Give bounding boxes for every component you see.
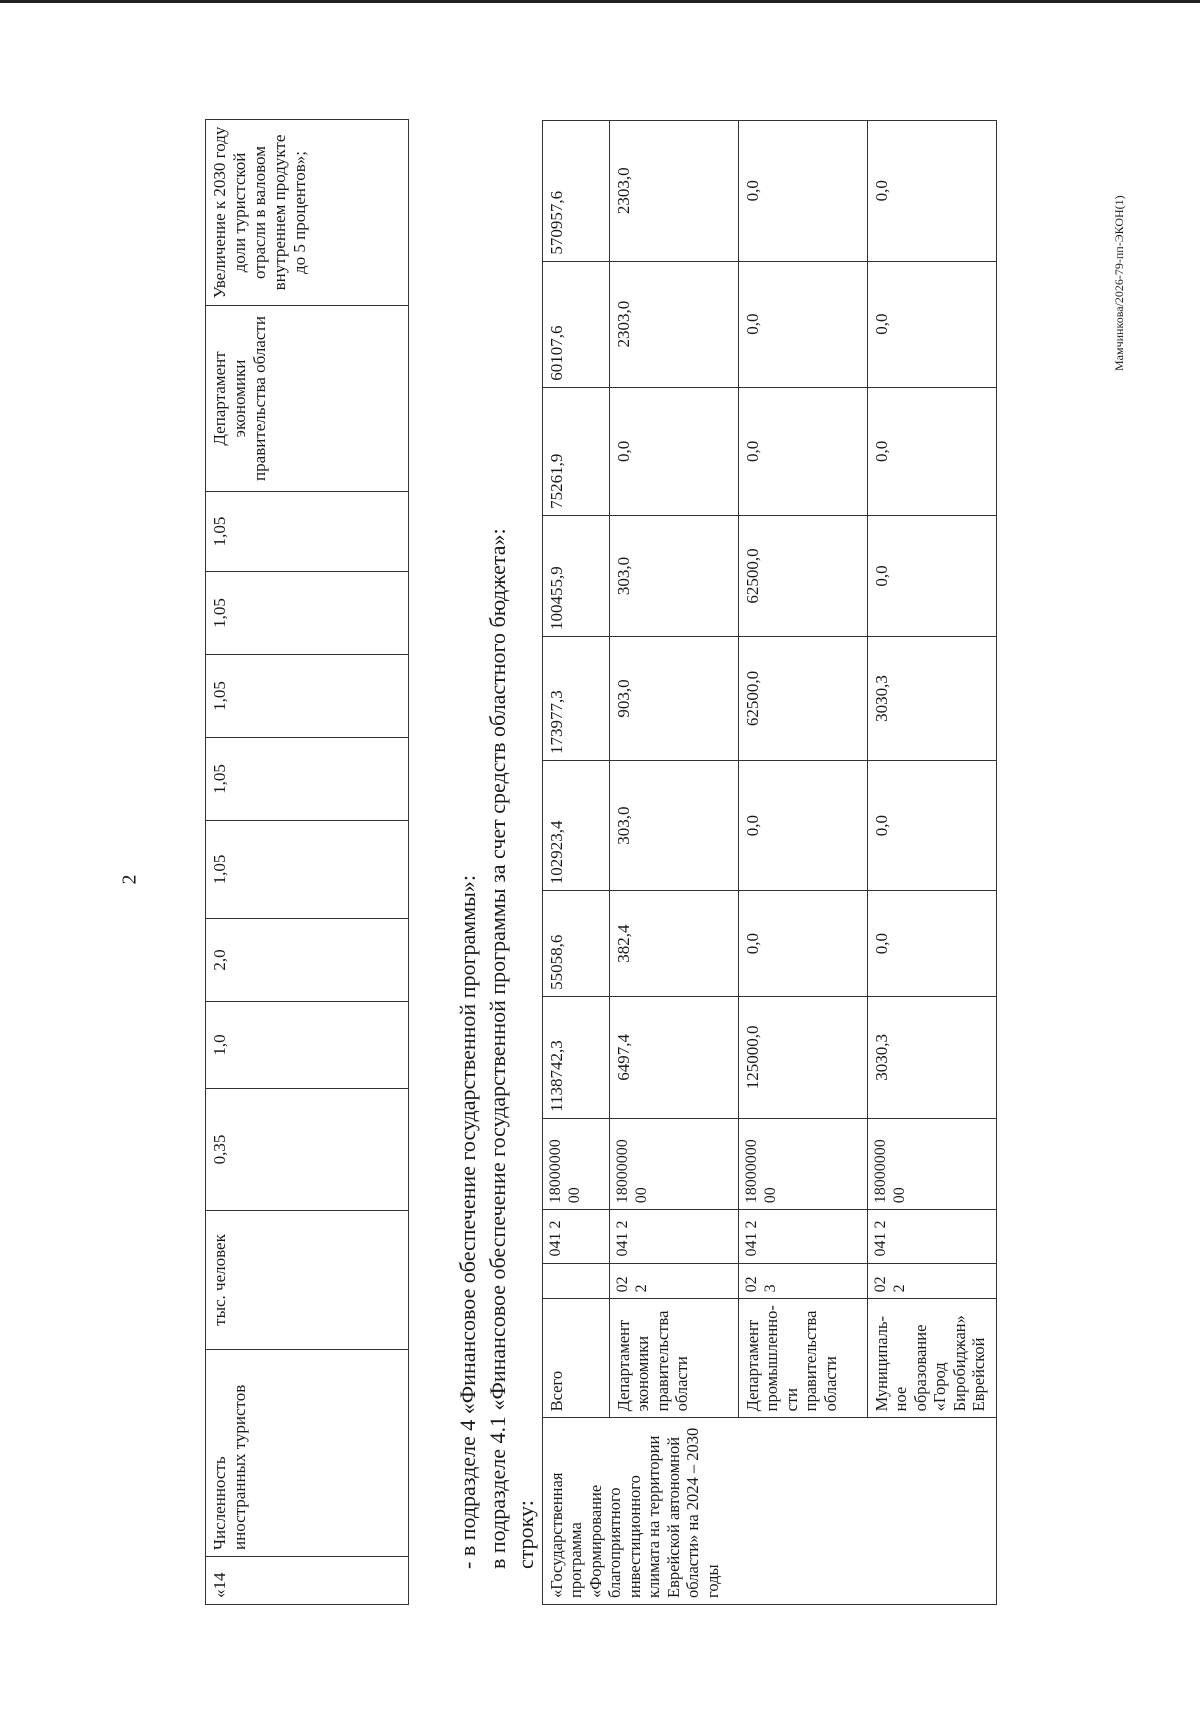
indicator-value: 0,35 [206, 1089, 409, 1211]
amount: 3030,3 [868, 996, 997, 1118]
row-label-text: строку: [513, 1500, 538, 1569]
indicator-responsible: Департамент экономики правительства области [206, 306, 409, 492]
indicator-unit: тыс. человек [206, 1211, 409, 1350]
executor: Департамент промышленно-сти правительства области [739, 1299, 868, 1418]
grbs-code: 02 2 [610, 1263, 739, 1299]
footer-code: Мамчинкова/2026-79-пп-ЭКОН(1) [1112, 195, 1126, 371]
amount: 303,0 [610, 515, 739, 636]
top-rule [0, 0, 1200, 3]
subsection-4-text: - в подразделе 4 «Финансовое обеспечение государственной программы»: [455, 874, 480, 1569]
grbs-code: 02 2 [868, 1263, 997, 1299]
rz-code: 041 2 [868, 1210, 997, 1263]
amount: 75261,9 [543, 387, 610, 515]
indicator-value: 1,05 [206, 821, 409, 919]
program-name: «Государственная программа «Формирование благоприятного инвестиционного климата на территории Еврейской автономной области» на 2024 – 2030 годы [543, 1418, 997, 1605]
amount: 2303,0 [610, 261, 739, 387]
finance-row [543, 121, 610, 1605]
finance-row [739, 121, 868, 1605]
amount: 0,0 [868, 261, 997, 387]
grbs-code: 02 3 [739, 1263, 868, 1299]
amount: 125000,0 [739, 996, 868, 1118]
amount: 62500,0 [739, 636, 868, 760]
indicator-table [205, 119, 409, 1605]
amount: 0,0 [739, 761, 868, 891]
amount: 1138742,3 [543, 996, 610, 1118]
rz-code: 041 2 [610, 1210, 739, 1263]
amount: 303,0 [610, 761, 739, 891]
page-number: 2 [118, 874, 141, 885]
executor: Муниципаль-ное образование «Город Биробиджан» Еврейской [868, 1299, 997, 1418]
indicator-value: 2,0 [206, 919, 409, 1002]
amount: 100455,9 [543, 515, 610, 636]
amount: 0,0 [610, 387, 739, 515]
amount: 0,0 [739, 387, 868, 515]
amount: 62500,0 [739, 515, 868, 636]
indicator-name: Численность иностранных туристов [206, 1350, 409, 1557]
subsection-41-text: в подразделе 4.1 «Финансовое обеспечение государственной программы за счет средств областного бюджета»: [485, 528, 510, 1569]
finance-row [868, 121, 997, 1605]
indicator-value: 1,05 [206, 572, 409, 655]
amount: 382,4 [610, 891, 739, 997]
indicator-row [206, 120, 409, 1605]
executor: Всего [543, 1299, 610, 1418]
amount: 0,0 [868, 761, 997, 891]
indicator-goal: Увеличение к 2030 году доли туристской отрасли в валовом внутреннем продукте до 5 процентов»; [206, 120, 409, 306]
amount: 173977,3 [543, 636, 610, 760]
amount: 102923,4 [543, 761, 610, 891]
amount: 6497,4 [610, 996, 739, 1118]
amount: 0,0 [739, 261, 868, 387]
csr-code: 18000000 00 [610, 1118, 739, 1209]
amount: 0,0 [868, 515, 997, 636]
amount: 903,0 [610, 636, 739, 760]
indicator-value: 1,05 [206, 492, 409, 572]
executor: Департамент экономики правительства области [610, 1299, 739, 1418]
amount: 0,0 [739, 121, 868, 262]
amount: 0,0 [739, 891, 868, 997]
csr-code: 18000000 00 [543, 1118, 610, 1209]
amount: 60107,6 [543, 261, 610, 387]
amount: 570957,6 [543, 121, 610, 262]
csr-code: 18000000 00 [868, 1118, 997, 1209]
amount: 2303,0 [610, 121, 739, 262]
amount: 0,0 [868, 891, 997, 997]
indicator-value: 1,05 [206, 738, 409, 821]
amount: 3030,3 [868, 636, 997, 760]
indicator-value: 1,0 [206, 1002, 409, 1089]
csr-code: 18000000 00 [739, 1118, 868, 1209]
amount: 55058,6 [543, 891, 610, 997]
rotated-page-content [205, 120, 1165, 1605]
finance-table [542, 120, 997, 1605]
amount: 0,0 [868, 121, 997, 262]
grbs-code [543, 1263, 610, 1299]
rz-code: 041 2 [739, 1210, 868, 1263]
finance-row [610, 121, 739, 1605]
rz-code: 041 2 [543, 1210, 610, 1263]
amount: 0,0 [868, 387, 997, 515]
indicator-number: «14 [206, 1557, 409, 1605]
indicator-value: 1,05 [206, 655, 409, 738]
